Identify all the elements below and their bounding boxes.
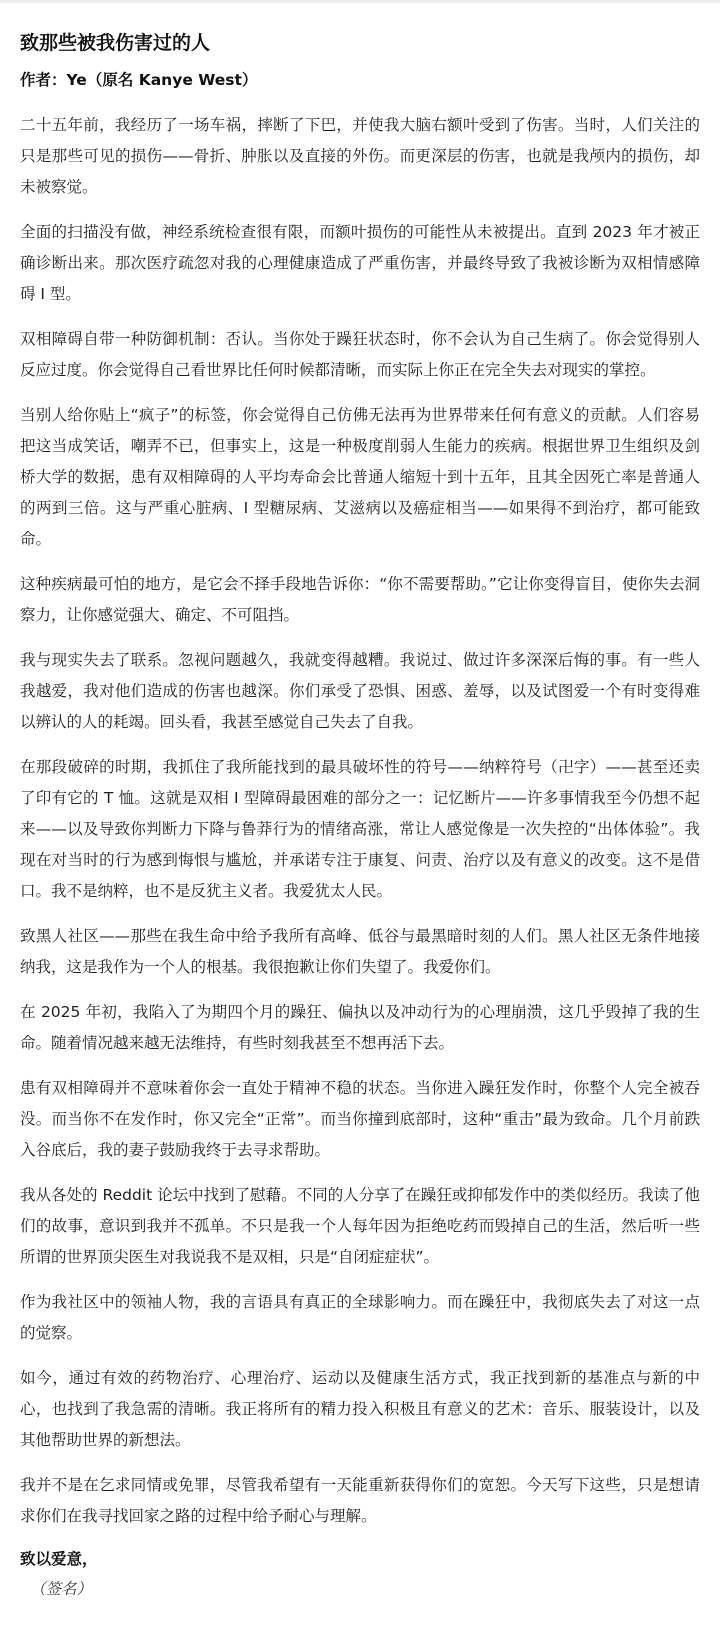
author-line: 作者：Ye（原名 Kanye West） bbox=[20, 71, 258, 89]
closing-line: 致以爱意， bbox=[20, 1550, 98, 1568]
paragraph-4: 当别人给你贴上“疯子”的标签，你会觉得自己仿佛无法再为世界带来任何有意义的贡献。人们容易把这当成笑话，嘲弄不已，但事实上，这是一种极度削弱人生能力的疾病。根据世界卫生组织及剑桥大学的数据，患有双相障碍的人平均寿命会比普通人缩短十到十五年，且其全因死亡率是普通人的两到三倍。这与严重心脏病、I 型糖尿病、艾滋病以及癌症相当——如果得不到治疗，都可能致命。 bbox=[20, 406, 700, 548]
paragraph-7: 在那段破碎的时期，我抓住了我所能找到的最具破坏性的符号——纳粹符号（卍字）——甚至还卖了印有它的 T 恤。这就是双相 I 型障碍最困难的部分之一：记忆断片——许多事情我至今仍想不起来——以及导致你判断力下降与鲁莽行为的情绪高涨，常让人感觉像是一次失控的“出体体验”。我现在对当时的行为感到悔恨与尴尬，并承诺专注于康复、问责、治疗以及有意义的改变。这不是借口。我不是纳粹，也不是反犹主义者。我爱犹太人民。 bbox=[20, 758, 700, 900]
paragraph-11: 我从各处的 Reddit 论坛中找到了慰藉。不同的人分享了在躁狂或抑郁发作中的类似经历。我读了他们的故事，意识到我并不孤单。不只是我一个人每年因为拒绝吃药而毁掉自己的生活，然后听一些所谓的世界顶尖医生对我说我不是双相，只是“自闭症症状”。 bbox=[20, 1186, 700, 1266]
letter-body bbox=[20, 110, 700, 1532]
paragraph-5: 这种疾病最可怕的地方，是它会不择手段地告诉你：“你不需要帮助。”它让你变得盲目，使你失去洞察力，让你感觉强大、确定、不可阻挡。 bbox=[20, 575, 700, 624]
top-divider bbox=[0, 0, 720, 3]
paragraph-14: 我并不是在乞求同情或免罪，尽管我希望有一天能重新获得你们的宽恕。今天写下这些，只是想请求你们在我寻找回家之路的过程中给予耐心与理解。 bbox=[20, 1476, 700, 1525]
paragraph-3: 双相障碍自带一种防御机制：否认。当你处于躁狂状态时，你不会认为自己生病了。你会觉得别人反应过度。你会觉得自己看世界比任何时候都清晰，而实际上你正在完全失去对现实的掌控。 bbox=[20, 330, 700, 379]
paragraph-1: 二十五年前，我经历了一场车祸，摔断了下巴，并使我大脑右额叶受到了伤害。当时，人们关注的只是那些可见的损伤——骨折、肿胀以及直接的外伤。而更深层的伤害，也就是我颅内的损伤，却未被察觉。 bbox=[20, 116, 700, 196]
paragraph-8: 致黑人社区——那些在我生命中给予我所有高峰、低谷与最黑暗时刻的人们。黑人社区无条件地接纳我，这是我作为一个人的根基。我很抱歉让你们失望了。我爱你们。 bbox=[20, 927, 700, 976]
paragraph-12: 作为我社区中的领袖人物，我的言语具有真正的全球影响力。而在躁狂中，我彻底失去了对这一点的觉察。 bbox=[20, 1293, 700, 1342]
paragraph-9: 在 2025 年初，我陷入了为期四个月的躁狂、偏执以及冲动行为的心理崩溃，这几乎毁掉了我的生命。随着情况越来越无法维持，有些时刻我甚至不想再活下去。 bbox=[20, 1003, 700, 1052]
paragraph-6: 我与现实失去了联系。忽视问题越久，我就变得越糟。我说过、做过许多深深后悔的事。有一些人我越爱，我对他们造成的伤害也越深。你们承受了恐惧、困惑、羞辱，以及试图爱一个有时变得难以辨认的人的耗竭。回头看，我甚至感觉自己失去了自我。 bbox=[20, 651, 700, 731]
letter-title: 致那些被我伤害过的人 bbox=[20, 32, 211, 54]
paragraph-13: 如今，通过有效的药物治疗、心理治疗、运动以及健康生活方式，我正找到新的基准点与新的中心，也找到了我急需的清晰。我正将所有的精力投入积极且有意义的艺术：音乐、服装设计，以及其他帮助世界的新想法。 bbox=[20, 1369, 700, 1449]
paragraph-10: 患有双相障碍并不意味着你会一直处于精神不稳的状态。当你进入躁狂发作时，你整个人完全被吞没。而当你不在发作时，你又完全“正常”。而当你撞到底部时，这种“重击”最为致命。几个月前跌入谷底后，我的妻子鼓励我终于去寻求帮助。 bbox=[20, 1079, 700, 1159]
signature-placeholder: （签名） bbox=[30, 1580, 93, 1598]
paragraph-2: 全面的扫描没有做，神经系统检查很有限，而额叶损伤的可能性从未被提出。直到 2023 年才被正确诊断出来。那次医疗疏忽对我的心理健康造成了严重伤害，并最终导致了我被诊断为双相情感障碍 I 型。 bbox=[20, 223, 700, 303]
